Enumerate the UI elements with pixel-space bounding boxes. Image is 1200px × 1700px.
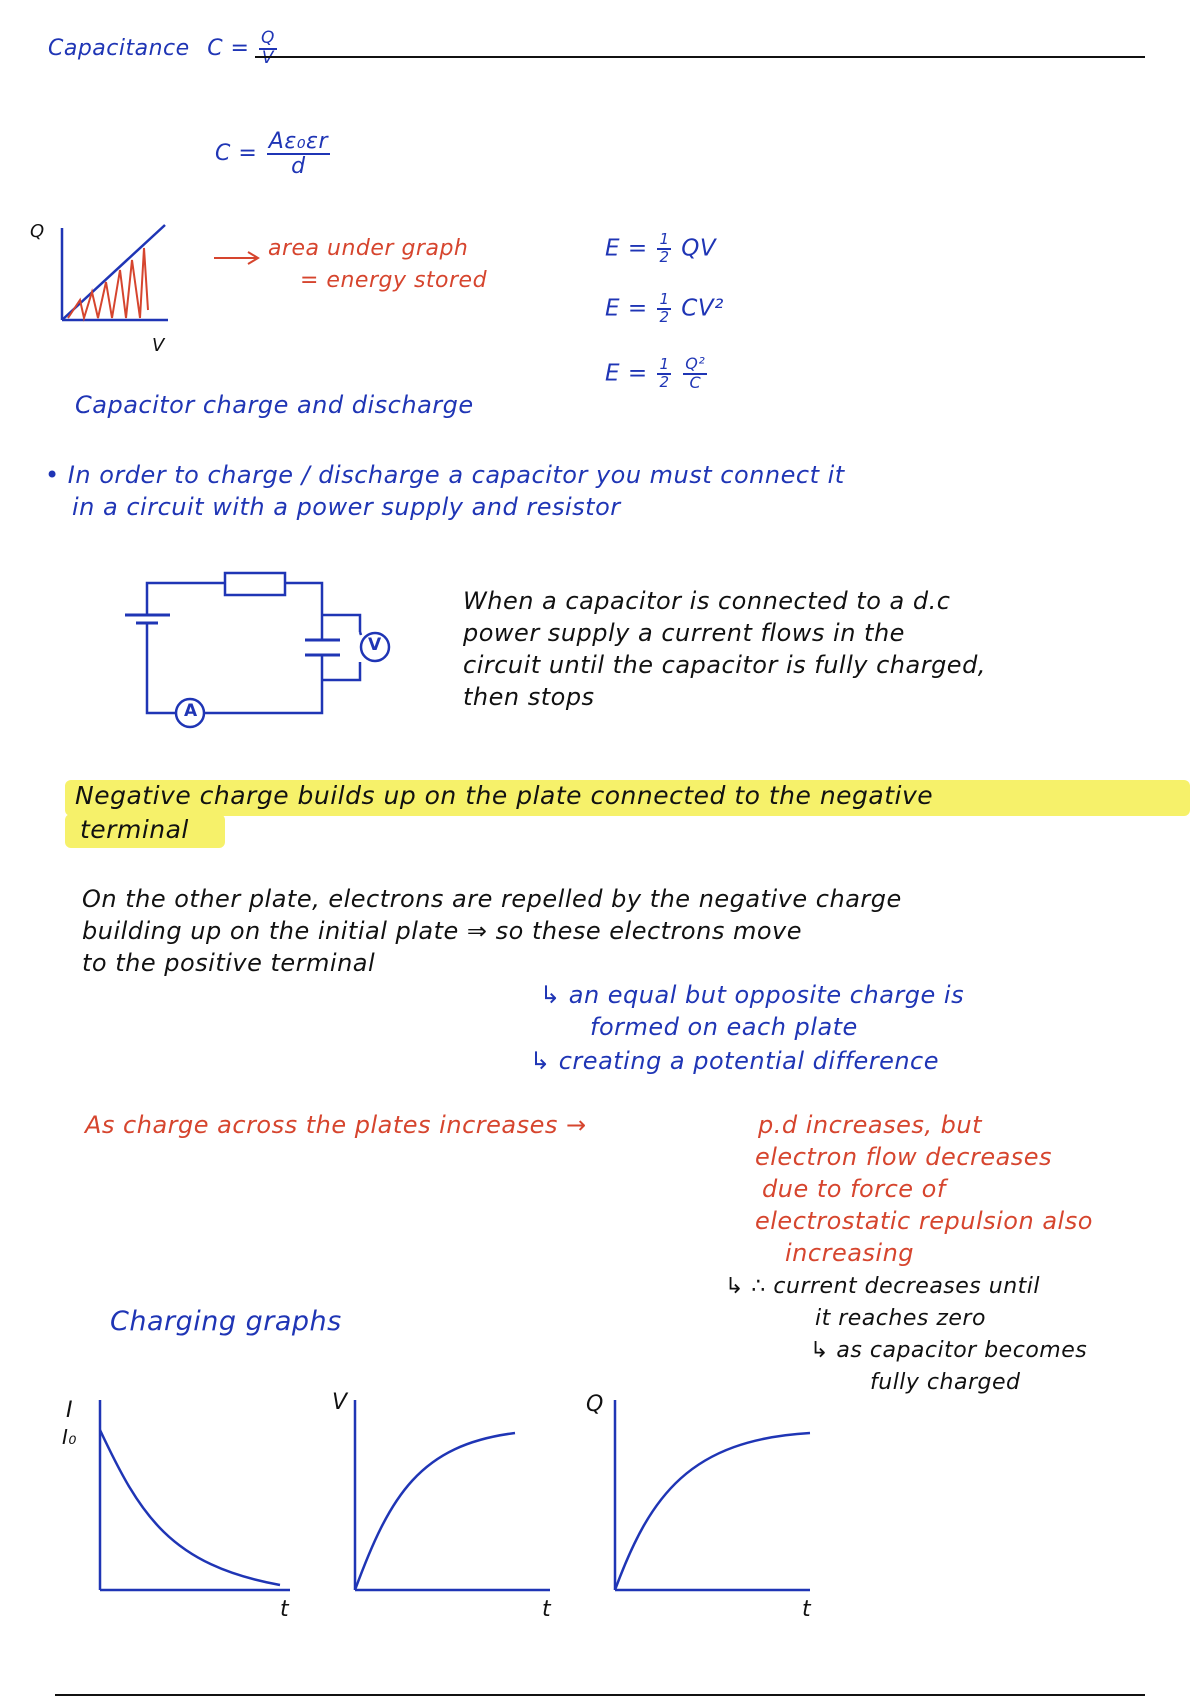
permittivity-den: d <box>291 154 306 180</box>
energy-formula-2-half <box>657 292 671 326</box>
other-plate-line: building up on the initial plate ⇒ so these electrons move <box>82 917 802 945</box>
graph2-y-label: V <box>332 1390 348 1415</box>
energy-formula-3 <box>605 356 709 392</box>
ammeter-label: A <box>184 701 198 721</box>
half-num: 1 <box>659 290 670 308</box>
equal-charge-line3: ↳ creating a potential difference <box>530 1047 940 1075</box>
energy-formula-2 <box>605 292 724 326</box>
charging-graphs-title: Charging graphs <box>110 1306 342 1337</box>
charge-rise-curve <box>615 1433 810 1590</box>
charge-increase-line: due to force of <box>762 1175 946 1203</box>
current-time-graph <box>90 1395 300 1595</box>
area-annotation-line2: = energy stored <box>300 268 488 293</box>
charge-increase-line: p.d increases, but <box>758 1111 983 1139</box>
capacitance-label: Capacitance <box>48 35 190 61</box>
half-den: 2 <box>659 307 670 326</box>
charge-increase-line: electrostatic repulsion also <box>755 1207 1093 1235</box>
header-rule <box>255 56 1145 58</box>
bullet-line2: in a circuit with a power supply and resistor <box>72 493 621 521</box>
graph2-x-label: t <box>542 1597 552 1622</box>
current-decrease-line3: ↳ as capacitor becomes <box>810 1338 1088 1363</box>
highlight-line2: terminal <box>80 815 189 844</box>
bullet-line1: • In order to charge / discharge a capacitor you must connect it <box>45 461 845 489</box>
current-decrease-line1: ↳ ∴ current decreases until <box>725 1274 1040 1299</box>
permittivity-formula <box>215 130 332 178</box>
energy-formula-1-half <box>657 232 671 266</box>
current-decrease-line4: fully charged <box>870 1370 1021 1395</box>
permittivity-lhs: C = <box>215 141 258 167</box>
equal-charge-line2: formed on each plate <box>590 1013 858 1041</box>
other-plate-line: On the other plate, electrons are repelled by the negative charge <box>82 885 902 913</box>
footer-rule <box>55 1694 1145 1696</box>
graph1-y-label: I <box>66 1398 73 1423</box>
energy-formula-3-lhs: E = <box>605 360 648 387</box>
charge-time-graph <box>610 1395 820 1595</box>
graph3-x-label: t <box>802 1597 812 1622</box>
permittivity-fraction <box>267 130 330 178</box>
q-squared: Q² <box>685 354 706 373</box>
highlight-line1: Negative charge builds up on the plate connected to the negative <box>75 781 934 810</box>
voltage-rise-curve <box>355 1433 515 1590</box>
graph1-x-label: t <box>280 1597 290 1622</box>
current-decay-curve <box>100 1430 280 1585</box>
circuit-note-line: then stops <box>463 683 595 711</box>
circuit-note-line: power supply a current flows in the <box>463 619 905 647</box>
energy-formula-1-lhs: E = <box>605 235 648 262</box>
half-num: 1 <box>659 230 670 248</box>
capacitance-num: Q <box>260 28 275 48</box>
capacitance-heading <box>48 30 279 68</box>
charge-increase-line: increasing <box>785 1239 915 1267</box>
capacitance-den: V <box>261 47 274 68</box>
graph1-y0-label: I₀ <box>62 1425 77 1449</box>
resistor-symbol <box>225 573 285 595</box>
equal-charge-line1: ↳ an equal but opposite charge is <box>540 981 965 1009</box>
voltage-time-graph <box>350 1395 560 1595</box>
other-plate-line: to the positive terminal <box>82 949 376 977</box>
circuit-note-line: circuit until the capacitor is fully charged, <box>463 651 986 679</box>
energy-formula-1-rhs: QV <box>681 235 717 262</box>
qv-graph <box>40 220 180 340</box>
energy-formula-2-lhs: E = <box>605 295 648 322</box>
half-den: 2 <box>659 372 670 391</box>
charge-increase-lead: As charge across the plates increases → <box>85 1111 587 1139</box>
energy-formula-2-rhs: CV² <box>681 295 724 322</box>
qv-graph-y-label: Q <box>30 221 45 242</box>
energy-formula-3-q2c <box>683 356 707 392</box>
section-title: Capacitor charge and discharge <box>75 391 474 419</box>
area-annotation-line1: area under graph <box>268 236 469 261</box>
half-den: 2 <box>659 247 670 266</box>
half-num: 1 <box>659 355 670 374</box>
graph3-y-label: Q <box>586 1392 604 1417</box>
energy-formula-1 <box>605 232 716 266</box>
qv-graph-x-label: V <box>152 335 165 356</box>
current-decrease-line2: it reaches zero <box>815 1306 986 1331</box>
c-den: C <box>689 372 702 392</box>
permittivity-num: Aε₀εr <box>268 129 328 154</box>
voltmeter-label: V <box>368 635 382 655</box>
capacitance-fraction <box>259 30 277 68</box>
annotation-arrow-icon <box>212 250 262 266</box>
energy-formula-3-half <box>657 357 671 391</box>
circuit-note-line: When a capacitor is connected to a d.c <box>463 587 951 615</box>
charge-increase-line: electron flow decreases <box>755 1143 1053 1171</box>
capacitance-formula-lhs: C = <box>207 35 250 61</box>
